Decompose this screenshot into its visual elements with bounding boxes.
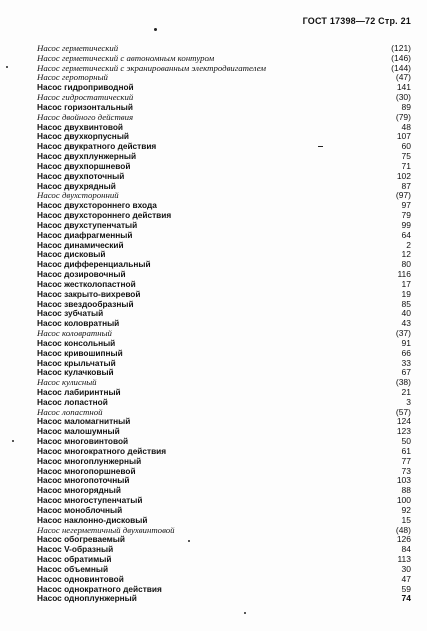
index-entry-term: Насос двухрядный	[37, 180, 116, 191]
index-entry-term: Насос дисковый	[37, 249, 106, 260]
index-entry-number: (97)	[395, 190, 411, 201]
index-entry-term: Насос многовинтовой	[37, 436, 129, 447]
index-entry-term: Насос маломагнитный	[37, 416, 131, 427]
index-entry-term: Насос наклонно-дисковый	[37, 514, 148, 525]
index-entry-number: 92	[401, 504, 411, 515]
index-entry-term: Насос лопастной	[37, 396, 108, 407]
index-entry-number: 50	[401, 436, 411, 447]
index-entry-term: Насос двухстороннего входа	[37, 200, 157, 211]
index-entry-term: Насос многократного действия	[37, 445, 167, 456]
index-entry-term: Насос одновинтовой	[37, 573, 124, 584]
index-entry-term: Насос двухвинтовой	[37, 121, 123, 132]
index-entry-number: 97	[401, 200, 411, 211]
scan-speck	[154, 28, 157, 31]
index-entry-number: 19	[401, 288, 411, 299]
index-entry-number: 2	[406, 239, 411, 250]
index-entry-term: Насос двухпоточный	[37, 170, 125, 181]
index-entry-term: Насос многопоршневой	[37, 465, 136, 476]
index-entry-number: 15	[401, 514, 411, 525]
index-entry-number: 77	[401, 455, 411, 466]
index-entry-term: Насос дозировочный	[37, 269, 126, 280]
index-entry-list	[37, 44, 411, 604]
page-header: ГОСТ 17398—72 Стр. 21	[302, 16, 411, 26]
index-entry-term: Насос герметический с автономным контуром	[37, 52, 215, 63]
scan-speck	[12, 440, 14, 442]
index-entry-number: 40	[401, 308, 411, 319]
index-entry-number: 124	[396, 416, 411, 427]
index-entry-number: 74	[401, 593, 411, 604]
index-entry-number: 103	[396, 475, 411, 486]
index-entry-term: Насос однократного действия	[37, 583, 162, 594]
index-entry-number: (38)	[395, 377, 411, 388]
index-entry-number: 85	[401, 298, 411, 309]
index-entry-number: (146)	[391, 52, 411, 63]
scan-speck	[6, 66, 8, 68]
index-entry-number: 102	[396, 170, 411, 181]
index-entry-number: 60	[401, 141, 411, 152]
index-entry-term: Насос консольный	[37, 337, 116, 348]
index-entry-term: Насос двухкорпусный	[37, 131, 129, 142]
index-entry-number: 33	[401, 357, 411, 368]
index-entry-term: Насос многопоточный	[37, 475, 130, 486]
index-entry-number: 59	[401, 583, 411, 594]
index-entry-term: Насос герметический с экранированным электродвигателем	[37, 62, 267, 73]
index-entry-number: 123	[396, 426, 411, 437]
index-entry-term: Насос коловратный	[37, 318, 120, 329]
index-entry-number: 84	[401, 544, 411, 555]
index-entry-term: Насос моноблочный	[37, 504, 123, 515]
index-entry-term: Насос V-образный	[37, 544, 114, 555]
index-entry-number: (30)	[395, 92, 411, 103]
index-entry-number: (37)	[395, 328, 411, 339]
index-entry-term: Насос лабиринтный	[37, 386, 121, 397]
index-entry-term: Насос обратимый	[37, 554, 112, 565]
index-entry-term: Насос героторный	[37, 72, 108, 83]
index-entry-number: 89	[401, 101, 411, 112]
index-entry-term: Насос малошумный	[37, 426, 120, 437]
index-entry-term: Насос кулисный	[37, 377, 97, 388]
index-entry-number: 17	[401, 278, 411, 289]
index-entry-term: Насос герметический	[37, 43, 119, 53]
index-entry-term: Насос кулачковый	[37, 367, 114, 378]
index-entry-number: 61	[401, 445, 411, 456]
index-entry	[37, 594, 411, 604]
index-entry-term: Насос гидростатический	[37, 92, 134, 103]
index-entry-number: (121)	[391, 43, 411, 53]
index-entry-term: Насос жестколопастной	[37, 278, 136, 289]
index-entry-term: Насос диафрагменный	[37, 229, 133, 240]
index-entry-term: Насос горизонтальный	[37, 101, 133, 112]
index-entry-number: (47)	[395, 72, 411, 83]
index-entry-number: (48)	[395, 524, 411, 535]
index-entry-number: 113	[397, 554, 411, 565]
index-entry-term: Насос обогреваемый	[37, 534, 125, 545]
index-entry-number: 79	[401, 210, 411, 221]
index-entry-term: Насос двойного действия	[37, 111, 134, 122]
index-entry-term: Насос одноплунжерный	[37, 593, 137, 604]
index-entry-term: Насос зубчатый	[37, 308, 104, 319]
index-entry-number: 30	[401, 563, 411, 574]
index-entry-number: (79)	[395, 111, 411, 122]
index-entry-term: Насос крыльчатый	[37, 357, 116, 368]
index-entry-number: 12	[401, 249, 411, 260]
index-entry-term: Насос многорядный	[37, 485, 121, 496]
index-entry-number: 47	[401, 573, 411, 584]
index-entry-term: Насос лопастной	[37, 406, 103, 417]
index-entry-number: 87	[401, 180, 411, 191]
index-entry-term: Насос объемный	[37, 563, 109, 574]
index-entry-term: Насос двухплунжерный	[37, 151, 137, 162]
index-entry-term: Насос закрыто-вихревой	[37, 288, 141, 299]
index-entry-term: Насос звездообразный	[37, 298, 134, 309]
index-entry-number: 126	[396, 534, 411, 545]
index-entry-number: (57)	[395, 406, 411, 417]
index-entry-term: Насос коловратный	[37, 328, 112, 339]
index-entry-term: Насос динамический	[37, 239, 124, 250]
index-entry-term: Насос многоплунжерный	[37, 455, 142, 466]
index-entry-number: 91	[401, 337, 411, 348]
index-entry-number: 80	[401, 259, 411, 270]
index-entry-number: 64	[401, 229, 411, 240]
index-entry-term: Насос двукратного действия	[37, 141, 157, 152]
index-entry-term: Насос кривошипный	[37, 347, 123, 358]
index-entry-number: 88	[401, 485, 411, 496]
index-entry-number: (144)	[391, 62, 411, 73]
index-entry-number: 71	[401, 160, 411, 171]
index-entry-number: 21	[401, 386, 411, 397]
index-entry-number: 3	[406, 396, 411, 407]
index-entry-term: Насос негерметичный двухвинтовой	[37, 524, 175, 535]
index-entry-term: Насос гидроприводной	[37, 82, 134, 93]
index-entry-number: 141	[396, 82, 411, 93]
index-entry-term: Насос двухсторонний	[37, 190, 119, 201]
index-entry-number: 67	[401, 367, 411, 378]
index-entry-term: Насос двухступенчатый	[37, 219, 138, 230]
index-entry-number: 100	[396, 495, 411, 506]
index-entry-number: 73	[401, 465, 411, 476]
index-entry-term: Насос многоступенчатый	[37, 495, 143, 506]
scan-speck	[244, 612, 246, 614]
index-entry-number: 107	[396, 131, 411, 142]
index-entry-number: 99	[401, 219, 411, 230]
index-entry-number: 48	[401, 121, 411, 132]
index-entry-number: 66	[401, 347, 411, 358]
index-entry-term: Насос дифференциальный	[37, 259, 151, 270]
index-entry-term: Насос двухстороннего действия	[37, 210, 172, 221]
index-entry-number: 43	[401, 318, 411, 329]
index-entry-number: 75	[401, 151, 411, 162]
index-entry-number: 116	[397, 269, 411, 280]
index-entry-term: Насос двухпоршневой	[37, 160, 131, 171]
